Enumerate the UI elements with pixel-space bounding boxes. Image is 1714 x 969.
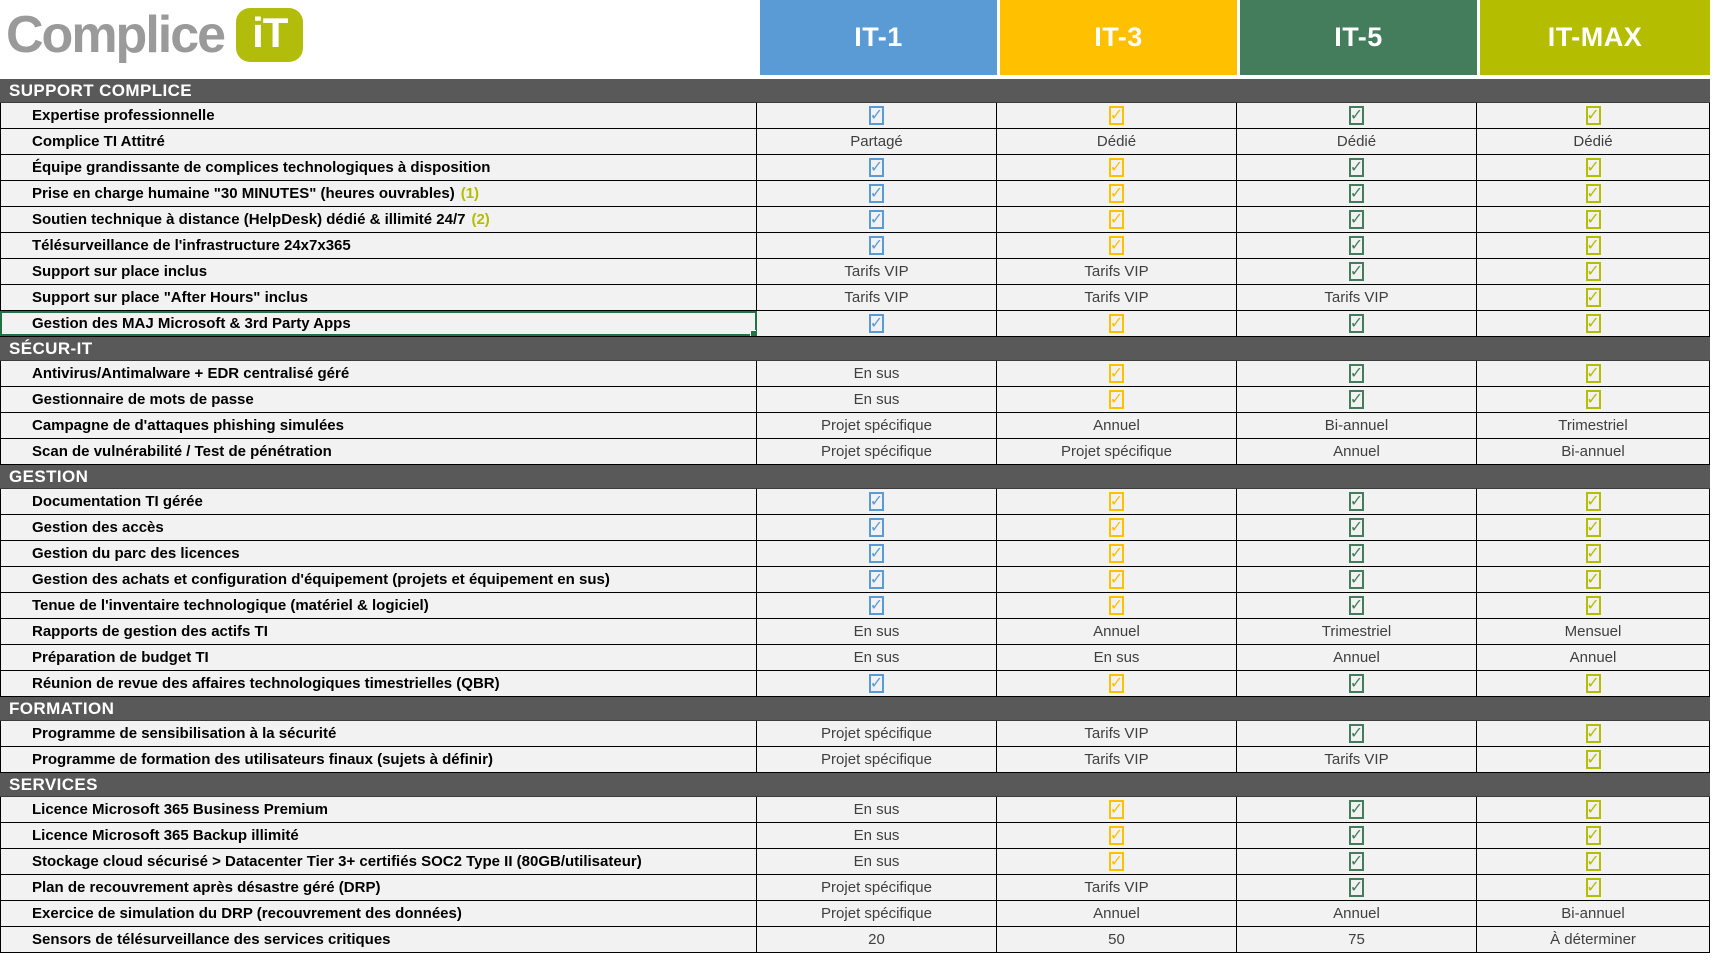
section-header[interactable]: SERVICES: [0, 773, 1710, 797]
checkbox-checked-icon: ✓: [1586, 724, 1600, 742]
row-label-text: Télésurveillance de l'infrastructure 24x7x365: [32, 237, 351, 254]
section-header[interactable]: SUPPORT COMPLICE: [0, 79, 1710, 103]
value-cell-it-3[interactable]: Projet spécifique: [997, 439, 1237, 464]
row-label-text: Complice TI Attitré: [32, 133, 165, 150]
checkbox-checked-icon: ✓: [1109, 184, 1124, 202]
checkbox-checked-icon: ✓: [1586, 674, 1600, 692]
table-row: [0, 849, 1710, 875]
value-cell-it-1[interactable]: En sus: [757, 849, 997, 874]
value-cell-it-1[interactable]: Partagé: [757, 129, 997, 154]
checkbox-checked-icon: ✓: [869, 106, 884, 124]
checkbox-checked-icon: ✓: [869, 314, 884, 332]
checkbox-checked-icon: ✓: [869, 492, 884, 510]
table-row: [0, 797, 1710, 823]
checkbox-checked-icon: ✓: [1586, 210, 1600, 228]
value-cell-it-3[interactable]: [997, 823, 1237, 848]
checkbox-checked-icon: ✓: [1349, 544, 1364, 562]
checkbox-checked-icon: ✓: [1109, 826, 1124, 844]
checkbox-checked-icon: ✓: [1349, 106, 1364, 124]
row-label-cell[interactable]: [0, 671, 757, 696]
value-cell-it-5[interactable]: 75: [1237, 927, 1477, 952]
value-cell-it-1[interactable]: En sus: [757, 387, 997, 412]
value-cell-it-max[interactable]: [1477, 721, 1710, 746]
value-cell-it-3[interactable]: [997, 311, 1237, 336]
value-cell-it-1[interactable]: [757, 233, 997, 258]
row-label-text: Stockage cloud sécurisé > Datacenter Tier 3+ certifiés SOC2 Type II (80GB/utilisateur): [32, 853, 642, 870]
value-cell-it-3[interactable]: [997, 567, 1237, 592]
row-label-text: Réunion de revue des affaires technologiques timestrielles (QBR): [32, 675, 500, 692]
value-cell-it-5[interactable]: [1237, 721, 1477, 746]
table-row: [0, 233, 1710, 259]
table-row: [0, 671, 1710, 697]
row-label-cell[interactable]: [0, 849, 757, 874]
row-label-cell[interactable]: [0, 181, 757, 206]
row-label-cell[interactable]: [0, 361, 757, 386]
row-label-cell[interactable]: [0, 619, 757, 644]
row-label-cell[interactable]: [0, 797, 757, 822]
table-row: [0, 875, 1710, 901]
value-cell-it-1[interactable]: [757, 311, 997, 336]
checkbox-checked-icon: ✓: [1349, 184, 1364, 202]
table-row: [0, 181, 1710, 207]
value-cell-it-5[interactable]: [1237, 823, 1477, 848]
table-row: [0, 155, 1710, 181]
row-label-text: Rapports de gestion des actifs TI: [32, 623, 268, 640]
value-cell-it-1[interactable]: [757, 515, 997, 540]
table-row: [0, 439, 1710, 465]
row-label-cell[interactable]: [0, 103, 757, 128]
table-row: [0, 593, 1710, 619]
value-cell-it-3[interactable]: [997, 207, 1237, 232]
value-cell-it-5[interactable]: [1237, 233, 1477, 258]
checkbox-checked-icon: ✓: [1586, 184, 1600, 202]
value-cell-it-max[interactable]: [1477, 361, 1710, 386]
value-cell-it-1[interactable]: [757, 593, 997, 618]
plan-column-header-it-3[interactable]: IT-3: [1000, 0, 1237, 75]
checkbox-checked-icon: ✓: [1349, 878, 1364, 896]
value-cell-it-5[interactable]: [1237, 593, 1477, 618]
row-label-text: Gestionnaire de mots de passe: [32, 391, 254, 408]
row-label-cell[interactable]: [0, 233, 757, 258]
checkbox-checked-icon: ✓: [1109, 674, 1124, 692]
checkbox-checked-icon: ✓: [1586, 800, 1600, 818]
row-label-text: Soutien technique à distance (HelpDesk) dédié & illimité 24/7: [32, 211, 466, 228]
checkbox-checked-icon: ✓: [1109, 210, 1124, 228]
checkbox-checked-icon: ✓: [1109, 158, 1124, 176]
row-label-text: Gestion du parc des licences: [32, 545, 240, 562]
checkbox-checked-icon: ✓: [1349, 800, 1364, 818]
value-cell-it-3[interactable]: Tarifs VIP: [997, 721, 1237, 746]
value-cell-it-1[interactable]: [757, 155, 997, 180]
value-cell-it-5[interactable]: Bi-annuel: [1237, 413, 1477, 438]
row-label-cell[interactable]: [0, 439, 757, 464]
complice-it-logo: [6, 8, 303, 62]
value-cell-it-1[interactable]: Projet spécifique: [757, 439, 997, 464]
value-cell-it-max[interactable]: [1477, 489, 1710, 514]
row-label-text: Préparation de budget TI: [32, 649, 209, 666]
checkbox-checked-icon: ✓: [1586, 364, 1600, 382]
footnote-marker: (2): [471, 211, 490, 228]
plan-column-header-it-1[interactable]: IT-1: [760, 0, 997, 75]
value-cell-it-max[interactable]: [1477, 103, 1710, 128]
row-label-text: Programme de sensibilisation à la sécurité: [32, 725, 337, 742]
checkbox-checked-icon: ✓: [1349, 852, 1364, 870]
value-cell-it-max[interactable]: [1477, 387, 1710, 412]
value-cell-it-3[interactable]: [997, 797, 1237, 822]
checkbox-checked-icon: ✓: [1586, 570, 1600, 588]
row-label-cell[interactable]: [0, 823, 757, 848]
row-label-cell[interactable]: [0, 901, 757, 926]
table-row: [0, 823, 1710, 849]
checkbox-checked-icon: ✓: [869, 236, 884, 254]
value-cell-it-5[interactable]: [1237, 875, 1477, 900]
table-row: [0, 515, 1710, 541]
row-label-text: Gestion des MAJ Microsoft & 3rd Party Apps: [32, 315, 351, 332]
value-cell-it-5[interactable]: [1237, 797, 1477, 822]
row-label-text: Prise en charge humaine "30 MINUTES" (heures ouvrables): [32, 185, 455, 202]
value-cell-it-5[interactable]: [1237, 387, 1477, 412]
value-cell-it-max[interactable]: Annuel: [1477, 645, 1710, 670]
value-cell-it-max[interactable]: Bi-annuel: [1477, 439, 1710, 464]
table-row: [0, 567, 1710, 593]
table-row: [0, 489, 1710, 515]
table-row: [0, 103, 1710, 129]
row-label-cell[interactable]: [0, 645, 757, 670]
section-header[interactable]: FORMATION: [0, 697, 1710, 721]
value-cell-it-3[interactable]: [997, 103, 1237, 128]
row-label-text: Antivirus/Antimalware + EDR centralisé géré: [32, 365, 350, 382]
value-cell-it-3[interactable]: [997, 155, 1237, 180]
table-row: [0, 311, 1710, 337]
checkbox-checked-icon: ✓: [1586, 158, 1600, 176]
value-cell-it-max[interactable]: [1477, 875, 1710, 900]
checkbox-checked-icon: ✓: [1586, 262, 1600, 280]
logo-wordmark: Complice: [6, 6, 225, 64]
row-label-cell[interactable]: [0, 927, 757, 952]
value-cell-it-1[interactable]: En sus: [757, 361, 997, 386]
value-cell-it-5[interactable]: Tarifs VIP: [1237, 747, 1477, 772]
value-cell-it-max[interactable]: [1477, 285, 1710, 310]
value-cell-it-5[interactable]: Tarifs VIP: [1237, 285, 1477, 310]
checkbox-checked-icon: ✓: [1349, 236, 1364, 254]
value-cell-it-1[interactable]: [757, 541, 997, 566]
row-label-text: Plan de recouvrement après désastre géré (DRP): [32, 879, 381, 896]
value-cell-it-max[interactable]: [1477, 567, 1710, 592]
table-row: [0, 387, 1710, 413]
value-cell-it-1[interactable]: Projet spécifique: [757, 875, 997, 900]
checkbox-checked-icon: ✓: [869, 518, 884, 536]
value-cell-it-3[interactable]: Tarifs VIP: [997, 875, 1237, 900]
value-cell-it-3[interactable]: Dédié: [997, 129, 1237, 154]
value-cell-it-max[interactable]: [1477, 207, 1710, 232]
value-cell-it-1[interactable]: [757, 207, 997, 232]
value-cell-it-1[interactable]: [757, 489, 997, 514]
value-cell-it-3[interactable]: [997, 361, 1237, 386]
row-label-text: Scan de vulnérabilité / Test de pénétration: [32, 443, 332, 460]
value-cell-it-3[interactable]: En sus: [997, 645, 1237, 670]
value-cell-it-1[interactable]: [757, 103, 997, 128]
value-cell-it-max[interactable]: Trimestriel: [1477, 413, 1710, 438]
value-cell-it-3[interactable]: 50: [997, 927, 1237, 952]
value-cell-it-1[interactable]: [757, 671, 997, 696]
value-cell-it-max[interactable]: [1477, 181, 1710, 206]
value-cell-it-max[interactable]: [1477, 515, 1710, 540]
value-cell-it-max[interactable]: [1477, 155, 1710, 180]
checkbox-checked-icon: ✓: [1109, 314, 1124, 332]
value-cell-it-max[interactable]: [1477, 747, 1710, 772]
row-label-cell[interactable]: [0, 515, 757, 540]
checkbox-checked-icon: ✓: [1586, 106, 1600, 124]
table-row: [0, 285, 1710, 311]
value-cell-it-5[interactable]: [1237, 155, 1477, 180]
value-cell-it-3[interactable]: Annuel: [997, 619, 1237, 644]
row-label-text: Exercice de simulation du DRP (recouvrement des données): [32, 905, 462, 922]
row-label-cell[interactable]: [0, 259, 757, 284]
row-label-cell[interactable]: [0, 413, 757, 438]
row-label-cell[interactable]: [0, 129, 757, 154]
plan-column-header-it-max[interactable]: IT-MAX: [1480, 0, 1710, 75]
table-row: [0, 901, 1710, 927]
table-row: [0, 927, 1710, 953]
plan-header-row: [757, 0, 1710, 77]
value-cell-it-max[interactable]: [1477, 233, 1710, 258]
value-cell-it-max[interactable]: [1477, 671, 1710, 696]
value-cell-it-max[interactable]: [1477, 849, 1710, 874]
value-cell-it-5[interactable]: [1237, 103, 1477, 128]
checkbox-checked-icon: ✓: [1349, 492, 1364, 510]
value-cell-it-5[interactable]: [1237, 207, 1477, 232]
checkbox-checked-icon: ✓: [1109, 390, 1124, 408]
value-cell-it-5[interactable]: Annuel: [1237, 439, 1477, 464]
checkbox-checked-icon: ✓: [1349, 210, 1364, 228]
value-cell-it-5[interactable]: [1237, 181, 1477, 206]
value-cell-it-1[interactable]: [757, 181, 997, 206]
value-cell-it-5[interactable]: [1237, 361, 1477, 386]
value-cell-it-max[interactable]: Mensuel: [1477, 619, 1710, 644]
row-label-text: Licence Microsoft 365 Backup illimité: [32, 827, 299, 844]
checkbox-checked-icon: ✓: [1586, 596, 1600, 614]
row-label-text: Équipe grandissante de complices technologiques à disposition: [32, 159, 491, 176]
row-label-cell[interactable]: [0, 285, 757, 310]
value-cell-it-3[interactable]: [997, 489, 1237, 514]
row-label-text: Gestion des achats et configuration d'équipement (projets et équipement en sus): [32, 571, 610, 588]
row-label-cell[interactable]: [0, 747, 757, 772]
value-cell-it-3[interactable]: Annuel: [997, 901, 1237, 926]
value-cell-it-5[interactable]: Trimestriel: [1237, 619, 1477, 644]
row-label-cell[interactable]: [0, 489, 757, 514]
value-cell-it-max[interactable]: À déterminer: [1477, 927, 1710, 952]
value-cell-it-3[interactable]: [997, 515, 1237, 540]
checkbox-checked-icon: ✓: [1349, 570, 1364, 588]
value-cell-it-3[interactable]: [997, 593, 1237, 618]
checkbox-checked-icon: ✓: [1586, 492, 1600, 510]
value-cell-it-1[interactable]: Projet spécifique: [757, 721, 997, 746]
row-label-text: Tenue de l'inventaire technologique (matériel & logiciel): [32, 597, 429, 614]
row-label-text: Support sur place inclus: [32, 263, 208, 280]
top-band: [0, 0, 1714, 79]
checkbox-checked-icon: ✓: [869, 570, 884, 588]
table-row: [0, 541, 1710, 567]
value-cell-it-5[interactable]: [1237, 541, 1477, 566]
value-cell-it-1[interactable]: En sus: [757, 645, 997, 670]
checkbox-checked-icon: ✓: [1586, 236, 1600, 254]
table-row: [0, 259, 1710, 285]
table-row: [0, 129, 1710, 155]
plan-column-header-it-5[interactable]: IT-5: [1240, 0, 1477, 75]
checkbox-checked-icon: ✓: [1109, 106, 1124, 124]
value-cell-it-3[interactable]: [997, 387, 1237, 412]
checkbox-checked-icon: ✓: [1349, 364, 1364, 382]
table-row: [0, 747, 1710, 773]
value-cell-it-3[interactable]: Tarifs VIP: [997, 285, 1237, 310]
checkbox-checked-icon: ✓: [1349, 518, 1364, 536]
checkbox-checked-icon: ✓: [1586, 518, 1600, 536]
row-label-cell[interactable]: [0, 387, 757, 412]
row-label-text: Documentation TI gérée: [32, 493, 203, 510]
checkbox-checked-icon: ✓: [1586, 878, 1600, 896]
value-cell-it-max[interactable]: [1477, 259, 1710, 284]
row-label-selected-cell[interactable]: [0, 311, 757, 336]
checkbox-checked-icon: ✓: [1109, 800, 1124, 818]
row-label-text: Expertise professionnelle: [32, 107, 215, 124]
checkbox-checked-icon: ✓: [869, 596, 884, 614]
checkbox-checked-icon: ✓: [1586, 544, 1600, 562]
checkbox-checked-icon: ✓: [1109, 570, 1124, 588]
checkbox-checked-icon: ✓: [1349, 158, 1364, 176]
section-header[interactable]: GESTION: [0, 465, 1710, 489]
checkbox-checked-icon: ✓: [869, 158, 884, 176]
checkbox-checked-icon: ✓: [1109, 596, 1124, 614]
section-header[interactable]: SÉCUR-IT: [0, 337, 1710, 361]
value-cell-it-max[interactable]: Bi-annuel: [1477, 901, 1710, 926]
checkbox-checked-icon: ✓: [1586, 826, 1600, 844]
checkbox-checked-icon: ✓: [1586, 750, 1600, 768]
table-row: [0, 361, 1710, 387]
checkbox-checked-icon: ✓: [869, 184, 884, 202]
footnote-marker: (1): [460, 185, 480, 202]
value-cell-it-3[interactable]: [997, 181, 1237, 206]
checkbox-checked-icon: ✓: [1109, 492, 1124, 510]
checkbox-checked-icon: ✓: [1349, 390, 1364, 408]
value-cell-it-max[interactable]: [1477, 541, 1710, 566]
value-cell-it-max[interactable]: Dédié: [1477, 129, 1710, 154]
row-label-cell[interactable]: [0, 155, 757, 180]
checkbox-checked-icon: ✓: [1586, 288, 1600, 306]
value-cell-it-max[interactable]: [1477, 311, 1710, 336]
value-cell-it-3[interactable]: [997, 233, 1237, 258]
checkbox-checked-icon: ✓: [1349, 596, 1364, 614]
row-label-text: Gestion des accès: [32, 519, 164, 536]
checkbox-checked-icon: ✓: [1349, 314, 1364, 332]
table-row: [0, 645, 1710, 671]
row-label-text: Programme de formation des utilisateurs finaux (sujets à définir): [32, 751, 493, 768]
value-cell-it-5[interactable]: [1237, 671, 1477, 696]
value-cell-it-5[interactable]: [1237, 515, 1477, 540]
value-cell-it-1[interactable]: En sus: [757, 823, 997, 848]
value-cell-it-1[interactable]: Projet spécifique: [757, 747, 997, 772]
value-cell-it-5[interactable]: [1237, 849, 1477, 874]
checkbox-checked-icon: ✓: [1349, 262, 1364, 280]
table-row: [0, 413, 1710, 439]
value-cell-it-3[interactable]: Annuel: [997, 413, 1237, 438]
checkbox-checked-icon: ✓: [1586, 852, 1600, 870]
comparison-table: [0, 79, 1710, 953]
value-cell-it-1[interactable]: En sus: [757, 619, 997, 644]
checkbox-checked-icon: ✓: [1109, 544, 1124, 562]
checkbox-checked-icon: ✓: [1109, 852, 1124, 870]
row-label-cell[interactable]: [0, 593, 757, 618]
value-cell-it-1[interactable]: Projet spécifique: [757, 413, 997, 438]
table-row: [0, 619, 1710, 645]
value-cell-it-5[interactable]: [1237, 311, 1477, 336]
row-label-cell[interactable]: [0, 207, 757, 232]
value-cell-it-3[interactable]: Tarifs VIP: [997, 747, 1237, 772]
row-label-cell[interactable]: [0, 567, 757, 592]
value-cell-it-5[interactable]: Annuel: [1237, 901, 1477, 926]
row-label-text: Sensors de télésurveillance des services critiques: [32, 931, 391, 948]
checkbox-checked-icon: ✓: [1109, 364, 1124, 382]
value-cell-it-3[interactable]: Tarifs VIP: [997, 259, 1237, 284]
checkbox-checked-icon: ✓: [1586, 390, 1600, 408]
checkbox-checked-icon: ✓: [1349, 674, 1364, 692]
checkbox-checked-icon: ✓: [1349, 826, 1364, 844]
value-cell-it-1[interactable]: [757, 567, 997, 592]
row-label-text: Campagne de d'attaques phishing simulées: [32, 417, 344, 434]
value-cell-it-5[interactable]: [1237, 259, 1477, 284]
row-label-text: Licence Microsoft 365 Business Premium: [32, 801, 328, 818]
row-label-cell[interactable]: [0, 721, 757, 746]
checkbox-checked-icon: ✓: [1109, 518, 1124, 536]
value-cell-it-1[interactable]: En sus: [757, 797, 997, 822]
checkbox-checked-icon: ✓: [1586, 314, 1600, 332]
value-cell-it-max[interactable]: [1477, 797, 1710, 822]
checkbox-checked-icon: ✓: [869, 544, 884, 562]
value-cell-it-3[interactable]: [997, 671, 1237, 696]
value-cell-it-max[interactable]: [1477, 593, 1710, 618]
value-cell-it-max[interactable]: [1477, 823, 1710, 848]
value-cell-it-3[interactable]: [997, 541, 1237, 566]
value-cell-it-3[interactable]: [997, 849, 1237, 874]
value-cell-it-5[interactable]: [1237, 489, 1477, 514]
checkbox-checked-icon: ✓: [869, 674, 884, 692]
value-cell-it-5[interactable]: Dédié: [1237, 129, 1477, 154]
checkbox-checked-icon: ✓: [869, 210, 884, 228]
row-label-cell[interactable]: [0, 875, 757, 900]
table-row: [0, 721, 1710, 747]
value-cell-it-1[interactable]: Tarifs VIP: [757, 285, 997, 310]
value-cell-it-1[interactable]: Tarifs VIP: [757, 259, 997, 284]
checkbox-checked-icon: ✓: [1109, 236, 1124, 254]
table-row: [0, 207, 1710, 233]
value-cell-it-5[interactable]: [1237, 567, 1477, 592]
checkbox-checked-icon: ✓: [1349, 724, 1364, 742]
value-cell-it-1[interactable]: 20: [757, 927, 997, 952]
row-label-text: Support sur place "After Hours" inclus: [32, 289, 308, 306]
logo-it-badge: iT: [236, 8, 303, 62]
value-cell-it-1[interactable]: Projet spécifique: [757, 901, 997, 926]
row-label-cell[interactable]: [0, 541, 757, 566]
value-cell-it-5[interactable]: Annuel: [1237, 645, 1477, 670]
